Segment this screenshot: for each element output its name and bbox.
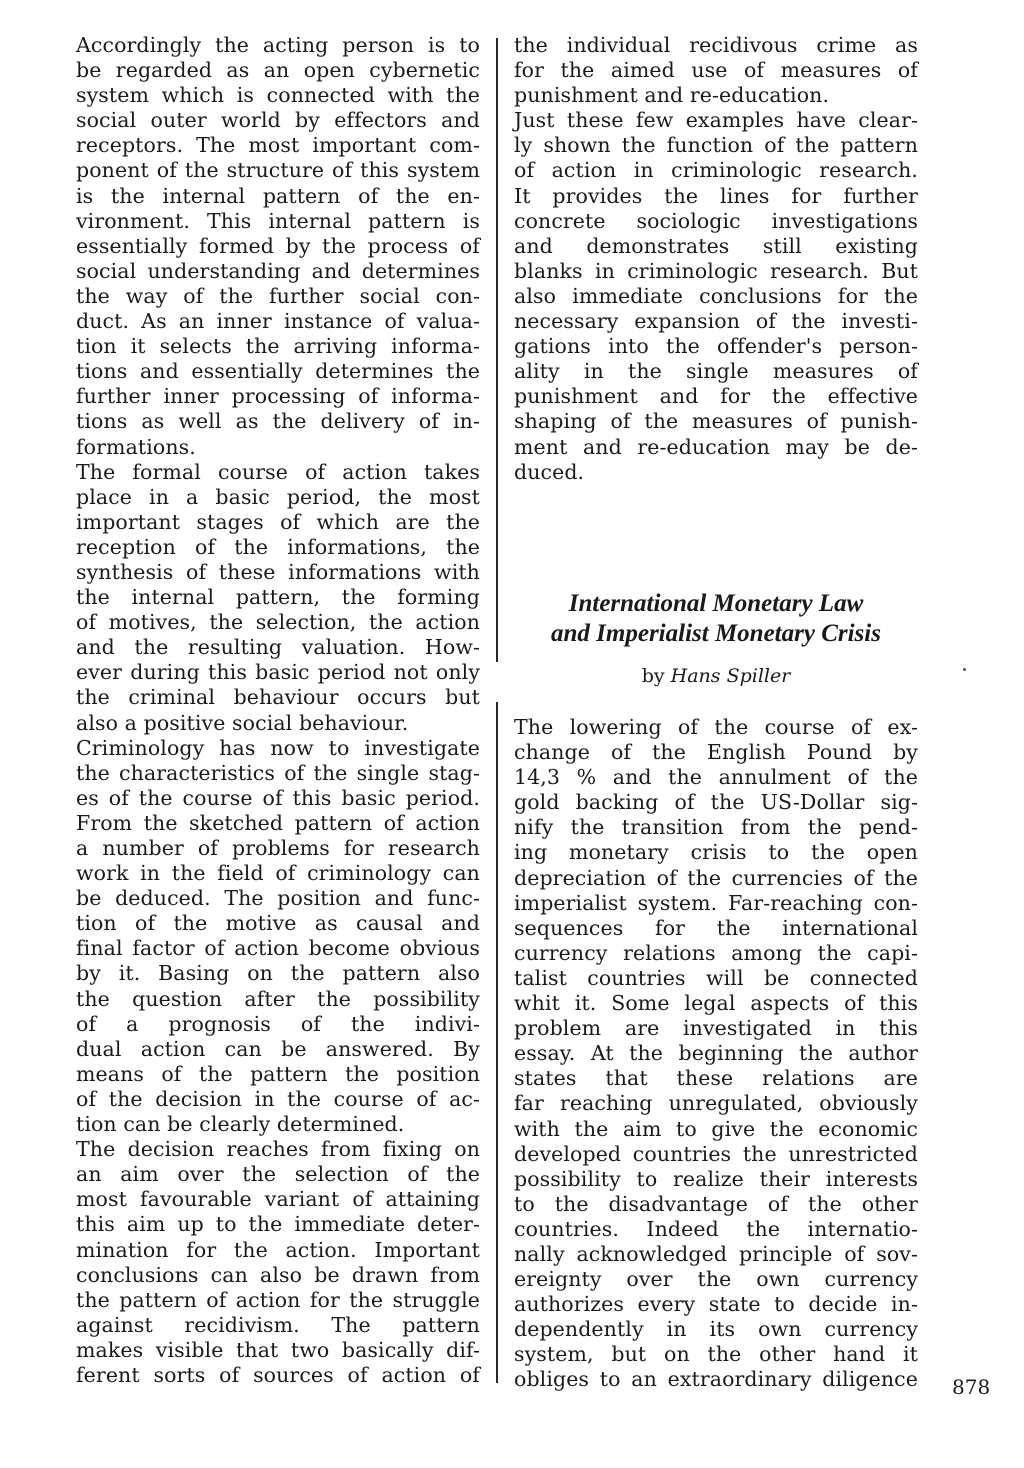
text-line: nally acknowledged principle of sov- <box>514 1241 918 1266</box>
article-title-line-1: International Monetary Law <box>568 590 864 617</box>
text-line: of the decision in the course of ac- <box>76 1086 480 1111</box>
text-line: far reaching unregulated, obviously <box>514 1091 918 1116</box>
text-line: conclusions can also be drawn from <box>76 1262 480 1287</box>
right-column-top-text <box>514 33 918 485</box>
text-line: this aim up to the immediate deter- <box>76 1212 480 1237</box>
text-line: concrete sociologic investigations <box>514 208 918 233</box>
text-line: of a prognosis of the indivi- <box>76 1011 480 1036</box>
text-line: place in a basic period, the most <box>76 484 480 509</box>
text-line: ereignty over the own currency <box>514 1267 918 1292</box>
text-line: It provides the lines for further <box>514 183 918 208</box>
text-line: essay. At the beginning the author <box>514 1041 918 1066</box>
text-line: tion of the motive as causal and <box>76 911 480 936</box>
text-line: the pattern of action for the struggle <box>76 1287 480 1312</box>
text-line: Just these few examples have clear- <box>514 108 918 133</box>
text-line: change of the English Pound by <box>514 740 918 765</box>
text-line: imperialist system. Far-reaching con- <box>514 890 918 915</box>
text-line: a number of problems for research <box>76 836 480 860</box>
text-line: ly shown the function of the pattern <box>514 133 918 158</box>
text-line: ferent sorts of sources of action of <box>76 1362 480 1387</box>
text-line: ing monetary crisis to the open <box>514 840 918 865</box>
text-line: work in the field of criminology can <box>76 861 480 886</box>
text-line: possibility to realize their interests <box>514 1166 918 1191</box>
text-line: against recidivism. The pattern <box>76 1312 480 1337</box>
text-line: also a positive social behaviour. <box>76 710 409 735</box>
text-line: dual action can be answered. By <box>76 1036 480 1061</box>
article-title <box>514 589 918 649</box>
text-line: From the sketched pattern of action <box>76 810 480 835</box>
text-line: The formal course of action takes <box>76 459 480 484</box>
text-line: of action in criminologic research. <box>514 158 918 183</box>
text-line: tions as well as the delivery of in- <box>76 409 480 434</box>
column-divider <box>496 38 498 1383</box>
text-line: for the aimed use of measures of <box>514 58 918 83</box>
print-speck <box>963 668 966 671</box>
text-line: final factor of action become obvious <box>76 936 480 961</box>
text-line: tion it selects the arriving informa- <box>76 334 480 359</box>
text-line: whit it. Some legal aspects of this <box>514 991 918 1016</box>
text-line: the way of the further social con- <box>76 283 480 308</box>
text-line: makes visible that two basically dif- <box>76 1337 480 1362</box>
text-line: tion can be clearly determined. <box>76 1112 405 1137</box>
text-line: The lowering of the course of ex- <box>514 715 918 739</box>
column-divider-gap <box>495 662 499 702</box>
text-line: punishment and for the effective <box>514 384 918 409</box>
text-line: ality in the single measures of <box>514 359 918 384</box>
text-line: receptors. The most important com- <box>76 133 480 158</box>
text-line: system, but on the other hand it <box>514 1342 918 1367</box>
text-line: further inner processing of informa- <box>76 384 480 409</box>
text-line: obliges to an extraordinary diligence <box>514 1367 918 1392</box>
text-line: necessary expansion of the investi- <box>514 309 918 334</box>
text-line: and demonstrates still existing <box>514 233 918 258</box>
text-line: the criminal behaviour occurs but <box>76 685 480 710</box>
article-byline <box>514 664 918 688</box>
text-line: by it. Basing on the pattern also <box>76 961 480 986</box>
text-line: ever during this basic period not only <box>76 660 480 685</box>
text-line: Accordingly the acting person is to <box>76 33 480 57</box>
text-line: synthesis of these informations with <box>76 559 480 584</box>
right-column-bottom-text <box>514 715 918 1393</box>
text-line: be regarded as an open cybernetic <box>76 58 480 83</box>
text-line: an aim over the selection of the <box>76 1162 480 1187</box>
text-line: reception of the informations, the <box>76 534 480 559</box>
text-line: and the resulting valuation. How- <box>76 635 480 660</box>
text-line: ponent of the structure of this system <box>76 158 480 183</box>
text-line: currency relations among the capi- <box>514 940 918 965</box>
text-line: the internal pattern, the forming <box>76 585 480 610</box>
text-line: is the internal pattern of the en- <box>76 183 480 208</box>
text-line: gations into the offender's person- <box>514 334 918 359</box>
byline-author: Hans Spiller <box>670 665 791 687</box>
text-line: nify the transition from the pend- <box>514 815 918 840</box>
byline-prefix: by <box>641 665 665 687</box>
text-line: punishment and re-education. <box>514 83 830 108</box>
text-line: vironment. This internal pattern is <box>76 208 480 233</box>
text-line: with the aim to give the economic <box>514 1116 918 1141</box>
text-line: essentially formed by the process of <box>76 233 480 258</box>
left-column-text <box>76 33 480 1388</box>
text-line: the question after the possibility <box>76 986 480 1011</box>
text-line: system which is connected with the <box>76 83 480 108</box>
text-line: duced. <box>514 459 585 484</box>
text-line: developed countries the unrestricted <box>514 1141 918 1166</box>
text-line: duct. As an inner instance of valua- <box>76 309 480 334</box>
text-line: the characteristics of the single stag- <box>76 760 480 785</box>
text-line: most favourable variant of attaining <box>76 1187 480 1212</box>
text-line: social understanding and determines <box>76 258 480 283</box>
text-line: ment and re-education may be de- <box>514 434 918 459</box>
text-line: Criminology has now to investigate <box>76 735 480 760</box>
text-line: tions and essentially determines the <box>76 359 480 384</box>
text-line: important stages of which are the <box>76 509 480 534</box>
text-line: to the disadvantage of the other <box>514 1191 918 1216</box>
text-line: means of the pattern the position <box>76 1061 480 1086</box>
text-line: gold backing of the US-Dollar sig- <box>514 790 918 815</box>
text-line: states that these relations are <box>514 1066 918 1091</box>
text-line: talist countries will be connected <box>514 965 918 990</box>
text-line: sequences for the international <box>514 915 918 940</box>
text-line: of motives, the selection, the action <box>76 610 480 635</box>
text-line: 14,3 % and the annulment of the <box>514 765 918 790</box>
article-title-line-2: and Imperialist Monetary Crisis <box>551 620 881 647</box>
text-line: authorizes every state to decide in- <box>514 1292 918 1317</box>
text-line: The decision reaches from fixing on <box>76 1137 480 1162</box>
text-line: social outer world by effectors and <box>76 108 480 133</box>
text-line: dependently in its own currency <box>514 1317 918 1342</box>
text-line: problem are investigated in this <box>514 1016 918 1041</box>
text-line: be deduced. The position and func- <box>76 886 480 911</box>
text-line: formations. <box>76 434 196 459</box>
text-line: countries. Indeed the internatio- <box>514 1216 918 1241</box>
text-line: mination for the action. Important <box>76 1237 480 1262</box>
text-line: es of the course of this basic period. <box>76 785 480 810</box>
text-line: also immediate conclusions for the <box>514 283 918 308</box>
text-line: shaping of the measures of punish- <box>514 409 918 434</box>
text-line: depreciation of the currencies of the <box>514 865 918 890</box>
page-number: 878 <box>952 1375 991 1399</box>
text-line: the individual recidivous crime as <box>514 33 918 57</box>
text-line: blanks in criminologic research. But <box>514 258 918 283</box>
